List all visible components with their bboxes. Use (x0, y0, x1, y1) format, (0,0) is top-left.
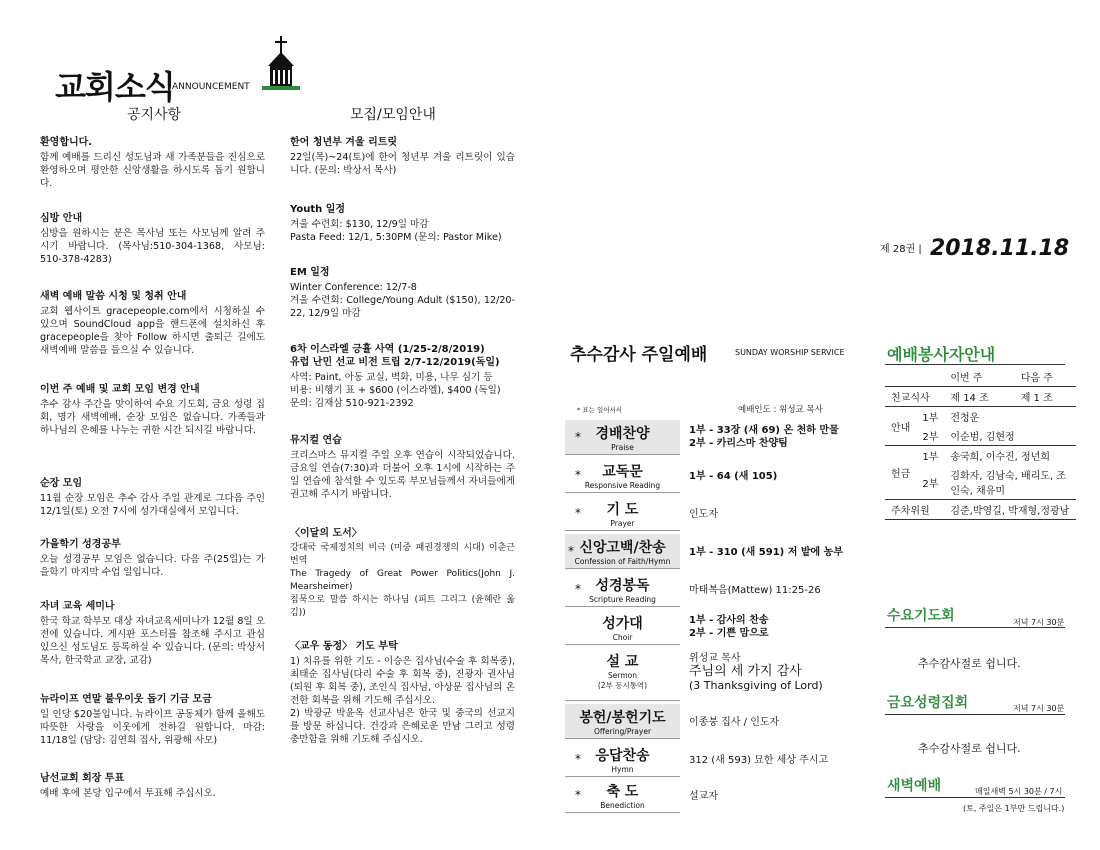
worship-item: 축 도 Benediction * 설교자 (565, 778, 865, 812)
notice-6: 가을학기 성경공부 오늘 성경공부 모임은 없습니다. 다음 주(25일)는 가을학기 마지막 수업 일입니다. (40, 539, 265, 578)
meeting-7: 〈교우 동정〉 기도 부탁 1) 치유를 위한 기도 - 이승은 집사님(수술 후 회복중), 최태순 집사님(다리 수술 후 회복 중), 진광자 권사님(퇴원 후 회복 중), 조인식 집사님, 아상문 집사님의 온전한 회복을 위해 기도해 주십시오. 2) 박광균 박윤옥 선교사님은 한국 및 중국의 선교지를 방문 하십니다. 건강과 은혜로운 만남 그리고 성령 충만함을 위해 기도해 주십시오. (290, 641, 515, 745)
worship-item: 신앙고백/찬송 Confession of Faith/Hymn * 1부 - 310 (새 591) 저 밭에 농부 (565, 534, 865, 568)
meeting-5: 뮤지컬 연습 크리스마스 뮤지컬 주일 오후 연습이 시작되었습니다. 금요일 연습(7:30)과 더불어 오후 1시에 시작하는 주일 연습에 참석할 수 있도록 부모님들께서 자녀들에게 권고해 주시기 바랍니다. (290, 435, 515, 500)
meeting-2: Youth 일정 겨울 수련회: $130, 12/9일 마감 Pasta Feed: 12/1, 5:30PM (문의: Pastor Mike) (290, 204, 502, 243)
notice-2: 심방 안내 심방을 원하시는 분은 목사님 또는 사모님께 알려 주시기 바랍니다. (목사님:510-304-1368, 사모님: 510-378-4283) (40, 213, 265, 265)
notice-7: 자녀 교육 세미나 한국 학교 학부모 대상 자녀교육세미나가 12월 8일 오전에 있습니다. 게시판 포스터를 참조해 주시고 관심 있으신 성도님도 등록하실 수 있습니다. (문의: 박상서 목사, 한국학교 교장, 교감) (40, 601, 266, 666)
friday-title: 금요성령집회 (887, 695, 969, 711)
worship-item: 경배찬양 Praise * 1부 - 33장 (새 69) 온 천하 만물 2부 - 카리스마 찬양팀 (565, 420, 865, 454)
notice-4: 이번 주 예배 및 교회 모임 변경 안내 추수 감사 주간을 맞이하여 수요 기도회, 금요 성령 집회, 명가 새벽예배, 순장 모임은 없습니다. 가족들과 하나님의 은혜를 나누는 귀한 시간 되시길 바랍니다. (40, 384, 265, 436)
meetings-heading: 모집/모임안내 (350, 107, 436, 123)
volume-number: 제 28권 | (880, 244, 922, 255)
notice-1: 환영합니다. 함께 예배를 드리신 성도님과 새 가족분들을 진심으로 환영하오며 평안한 신앙생활을 하시도록 돕기 원합니다. (40, 137, 265, 189)
worship-item: 성가대 Choir 1부 - 감사의 찬송 2부 - 기쁜 맘으로 (565, 610, 865, 644)
worship-title: 추수감사 주일예배 (570, 345, 708, 365)
dawn-time: 매일새벽 5시 30분 / 7시 (975, 787, 1063, 796)
stand-note: * 표는 일어서서 (577, 406, 623, 414)
wednesday-note: 추수감사절로 쉽니다. (918, 657, 1021, 670)
staff-table: 이번 주 다음 주 친교식사 제 14 조 제 1 조 안내 1부 전청운 2부 이순범, 김현정 헌금 1부 송국희, 이수진, 정년희 2부 김화자, 김남숙, 배리도, 조인숙, 채유미 주차위원 김준,박영길, 박재형,정광남 (885, 367, 1076, 520)
worship-item: 봉헌/봉헌기도 Offering/Prayer 이종붕 집사 / 인도자 (565, 704, 865, 738)
issue-date: 2018.11.18 (930, 236, 1070, 261)
page-title: 교회소식 (55, 68, 175, 106)
worship-item: 응답찬송 Hymn * 312 (새 593) 묘한 세상 주시고 (565, 742, 865, 776)
notices-heading: 공지사항 (127, 107, 182, 123)
meeting-1: 한어 청년부 겨울 리트릿 22일(목)~24(토)에 한어 청년부 겨울 리트릿이 있습니다. (문의: 박상서 목사) (290, 137, 515, 176)
wednesday-title: 수요기도회 (887, 608, 955, 624)
worship-item: 교독문 Responsive Reading * 1부 - 64 (새 105) (565, 458, 865, 492)
notice-3: 새벽 예배 말씀 시청 및 청취 안내 교회 웹사이트 gracepeople.com에서 시청하실 수 있으며 SoundCloud app을 핸드폰에 설치하신 후 gracepeople을 찾아 Follow 하시면 출퇴근 길에도 새벽예배 말씀을 들으실 수 있습니다. (40, 291, 265, 356)
meeting-3: EM 일정 Winter Conference: 12/7-8 겨울 수련회: College/Young Adult ($150), 12/20-22, 12/9일 마감 (290, 267, 515, 319)
notice-9: 남선교회 회장 투표 예배 후에 본당 입구에서 투표해 주십시오. (40, 773, 216, 799)
presider: 예배인도 : 위성교 목사 (738, 405, 823, 415)
friday-time: 저녁 7시 30분 (1013, 704, 1065, 713)
page-subtitle: ANNOUNCEMENT (172, 82, 250, 92)
notice-8: 뉴라이프 연말 불우이웃 돕기 기금 모금 일 인당 $20불입니다. 뉴라이프 공동체가 함께 올해도 따뜻한 사랑을 이웃에게 전하길 원합니다. 마감: 11/18일 (담당: 김연희 집사, 위광해 사모) (40, 694, 266, 746)
dawn-title: 새벽예배 (887, 778, 942, 794)
notice-5: 순장 모임 11월 순장 모임은 추수 감사 주일 관계로 그다음 주인 12/1일(토) 오전 7시에 성가대실에서 모입니다. (40, 478, 265, 517)
worship-item: 기 도 Prayer * 인도자 (565, 496, 865, 530)
worship-item: 성경봉독 Scripture Reading * 마태복음(Mattew) 11:25-26 (565, 572, 865, 606)
worship-subtitle: SUNDAY WORSHIP SERVICE (735, 348, 845, 357)
meeting-4: 6차 이스라엘 긍휼 사역 (1/25-2/8/2019) 유럽 난민 선교 비전 트립 2/7-12/2019(독일) 사역: Paint, 아동 교실, 벽화, 미용, 나무 심기 등 비용: 비행기 표 + $600 (이스라엘), $400 (독일) 문의: 김재삼 510-921-2392 (290, 344, 501, 409)
worship-item: 설 교 Sermon (2부 동시통역) 위성교 목사 주님의 세 가지 감사 (3 Thanksgiving of Lord) (565, 648, 865, 700)
wednesday-time: 저녁 7시 30분 (1013, 618, 1065, 627)
staff-title: 예배봉사자안내 (887, 345, 996, 364)
dawn-note: (토, 주일은 1부만 드립니다.) (963, 804, 1065, 813)
church-icon (262, 36, 300, 90)
friday-note: 추수감사절로 쉽니다. (918, 742, 1021, 755)
meeting-6: 〈이달의 도서〉 강대국 국제정치의 비극 (미중 패권경쟁의 시대) 이춘근 번역 The Tragedy of Great Power Politics(John J. Mearsheimer) 침묵으로 말씀 하시는 하나님 (피트 그리그 (윤혜란 옮김)) (290, 528, 515, 618)
